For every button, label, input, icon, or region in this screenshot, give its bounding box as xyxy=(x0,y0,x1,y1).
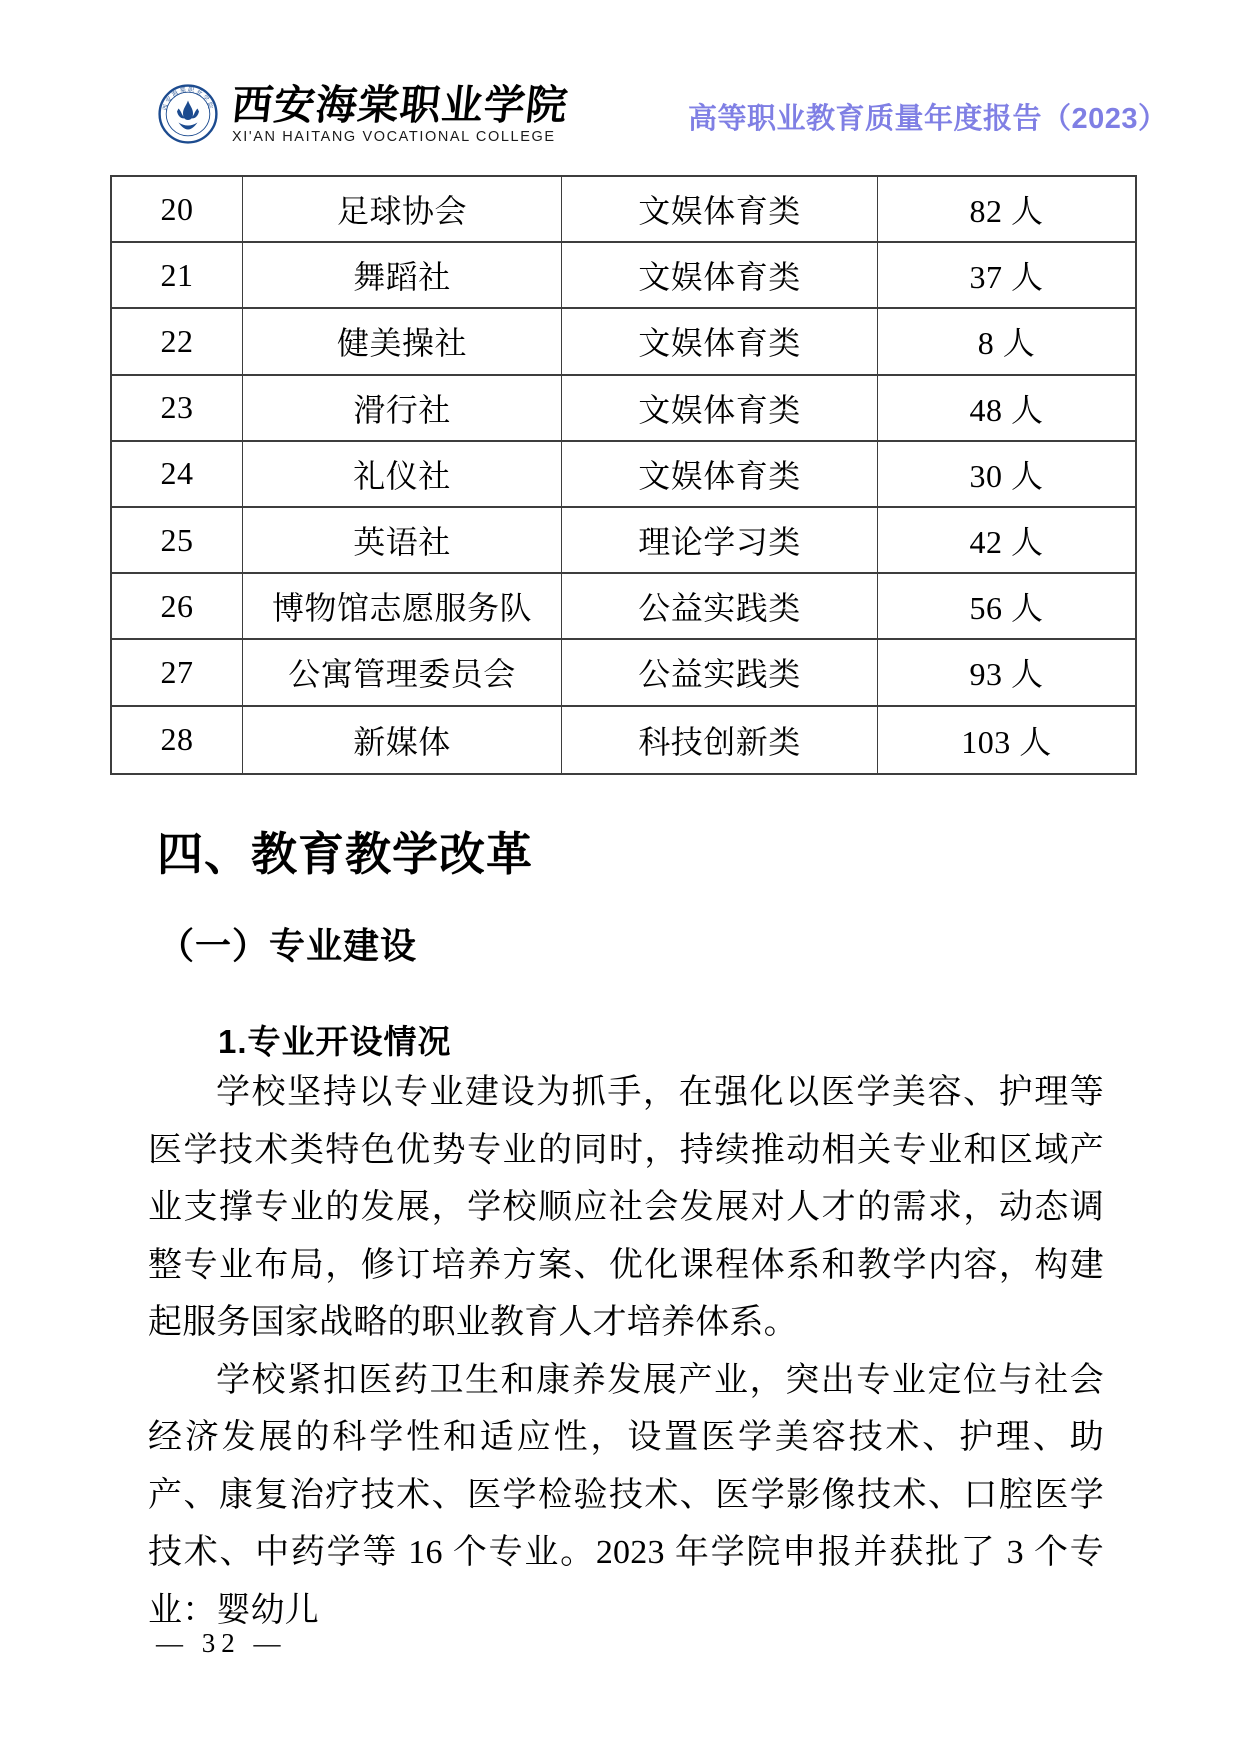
table-cell: 博物馆志愿服务队 xyxy=(243,574,562,640)
table-cell: 30 人 xyxy=(878,442,1135,508)
table-cell: 公益实践类 xyxy=(562,640,878,706)
table-cell: 25 xyxy=(112,508,243,574)
chapter-heading: 四、教育教学改革 xyxy=(157,828,533,880)
page-header xyxy=(0,0,1240,160)
table-cell: 滑行社 xyxy=(243,376,562,442)
table-cell: 科技创新类 xyxy=(562,707,878,773)
table-cell: 82 人 xyxy=(878,177,1135,243)
body-text xyxy=(148,1064,1104,1639)
table-cell: 理论学习类 xyxy=(562,508,878,574)
table-cell: 文娱体育类 xyxy=(562,177,878,243)
table-cell: 103 人 xyxy=(961,723,1052,760)
college-brand xyxy=(229,82,582,145)
table-cell: 23 xyxy=(112,376,243,442)
table-cell: 42 人 xyxy=(878,508,1135,574)
table-cell: 文娱体育类 xyxy=(562,376,878,442)
report-title: 高等职业教育质量年度报告（2023） xyxy=(688,103,1168,135)
table-cell: 公益实践类 xyxy=(562,574,878,640)
paragraph: 学校坚持以专业建设为抓手，在强化以医学美容、护理等医学技术类特色优势专业的同时，持续推动相关专业和区域产业支撑专业的发展，学校顺应社会发展对人才的需求，动态调整专业布局，修订培养方案、优化课程体系和教学内容，构建起服务国家战略的职业教育人才培养体系。 xyxy=(148,1074,1104,1341)
table-cell: 公寓管理委员会 xyxy=(243,640,562,706)
table-cell: 足球协会 xyxy=(243,177,562,243)
item-heading: 1.专业开设情况 xyxy=(218,1023,452,1060)
seal-ring-text: 西安海棠职业学院 xyxy=(161,86,215,112)
table-cell: 20 xyxy=(112,177,243,243)
college-name-en: XI'AN HAITANG VOCATIONAL COLLEGE xyxy=(232,129,556,145)
seal-emblem xyxy=(177,101,199,130)
table-cell: 舞蹈社 xyxy=(243,243,562,309)
college-name-cn: 西安海棠职业学院 xyxy=(229,82,571,128)
paragraph: 学校紧扣医药卫生和康养发展产业，突出专业定位与社会经济发展的科学性和适应性，设置医学美容技术、护理、助产、康复治疗技术、医学检验技术、医学影像技术、口腔医学技术、中药学等 16 个专业。2023 年学院申报并获批了 3 个专业：婴幼儿 xyxy=(148,1361,1104,1629)
table-cell: 93 人 xyxy=(878,640,1135,706)
table-cell: 28 xyxy=(112,707,243,773)
table-cell: 22 xyxy=(112,309,243,375)
club-table xyxy=(110,175,1137,775)
table-cell: 礼仪社 xyxy=(243,442,562,508)
table-cell: 48 人 xyxy=(878,376,1135,442)
table-cell: 文娱体育类 xyxy=(562,442,878,508)
sub-heading: （一）专业建设 xyxy=(158,925,418,966)
table-cell: 文娱体育类 xyxy=(562,243,878,309)
table-cell: 英语社 xyxy=(243,508,562,574)
table-cell: 健美操社 xyxy=(243,309,562,375)
table-cell: 27 xyxy=(112,640,243,706)
college-seal-icon xyxy=(158,84,218,144)
table-cell: 21 xyxy=(112,243,243,309)
table-cell: 26 xyxy=(112,574,243,640)
page-number: — 32 — xyxy=(156,1628,287,1658)
table-cell: 56 人 xyxy=(878,574,1135,640)
table-cell: 24 xyxy=(112,442,243,508)
table-cell: 新媒体 xyxy=(243,707,562,773)
table-cell: 文娱体育类 xyxy=(562,309,878,375)
table-cell: 37 人 xyxy=(878,243,1135,309)
table-cell: 8 人 xyxy=(878,309,1135,375)
